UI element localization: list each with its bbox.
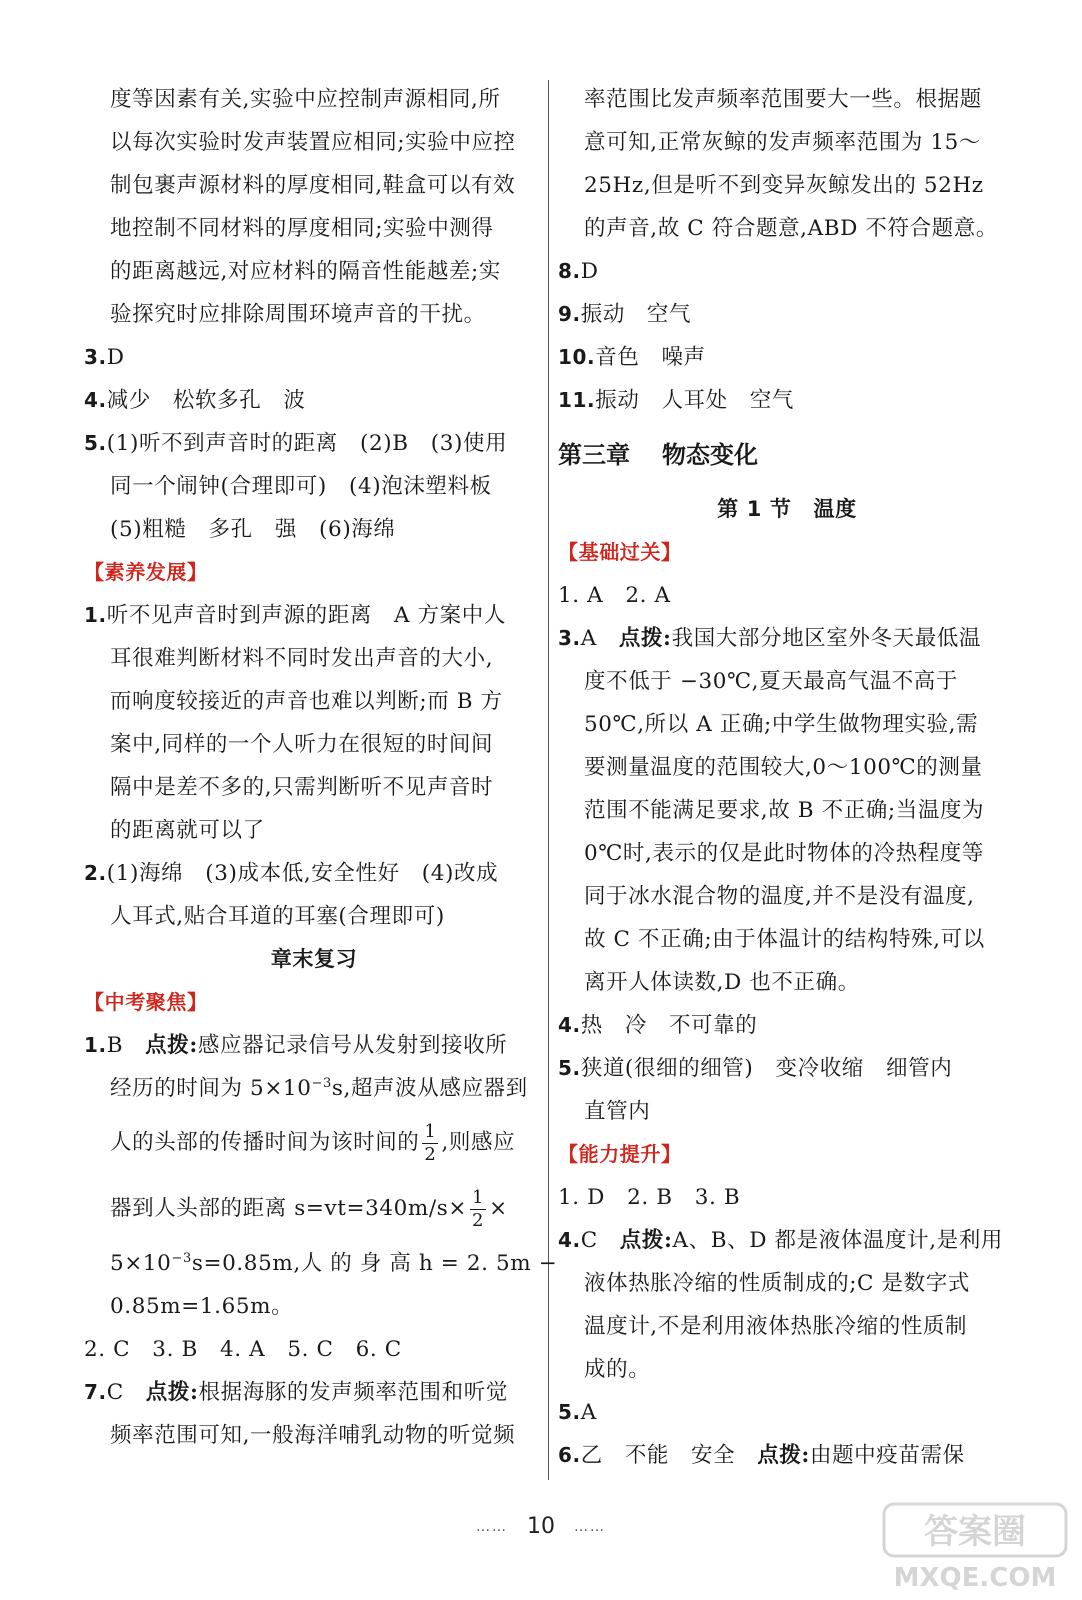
answer-4 [84, 379, 544, 422]
page-number: 10 [527, 1514, 555, 1539]
text-line: 成的。 [584, 1357, 651, 1382]
answer: A [580, 1400, 597, 1425]
text-line: 范围不能满足要求,故 B 不正确;当温度为 [584, 798, 985, 823]
text-line: 故 C 不正确;由于体温计的结构特殊,可以 [584, 927, 985, 952]
hint-label: 点拨: [145, 1380, 199, 1405]
answer-part: 振动 [595, 388, 640, 413]
answer: B [106, 1033, 124, 1058]
question-number: 6. [558, 1443, 581, 1467]
answer: D [580, 259, 599, 284]
answer-9 [558, 293, 1016, 336]
answer: C [580, 1228, 598, 1253]
answers-2-6: 2. C 3. B 4. A 5. C 6. C [84, 1337, 402, 1362]
text-line: 的声音,故 C 符合题意,ABD 不符合题意。 [584, 216, 998, 241]
text-line: 0.85m=1.65m。 [110, 1294, 294, 1319]
text-line: 而响度较接近的声音也难以判断;而 B 方 [110, 689, 503, 714]
answer-text: 由题中疫苗需保 [809, 1443, 965, 1468]
answer-n5 [558, 1391, 1016, 1434]
question-number: 11. [558, 388, 596, 412]
answer-part: 松软多孔 [172, 388, 262, 413]
answer-part: 空气 [646, 302, 692, 327]
answer-text: 听不见声音时到声源的距离 A 方案中人 [106, 603, 506, 628]
text-line: 液体热胀冷缩的性质制成的;C 是数字式 [584, 1271, 970, 1296]
question-number: 5. [84, 431, 107, 455]
question-number: 5. [558, 1400, 581, 1424]
text-line: 意可知,正常灰鲸的发声频率范围为 15～ [584, 130, 982, 155]
question-number: 3. [84, 345, 107, 369]
text-line: (5)粗糙 多孔 强 (6)海绵 [110, 517, 396, 542]
answer-text: A、B、D 都是液体温度计,是利用 [672, 1228, 1003, 1253]
right-column [558, 78, 1016, 1477]
question-number: 9. [558, 302, 581, 326]
question-number: 1. [84, 1033, 107, 1057]
text-line: 要测量温度的范围较大,0～100℃的测量 [584, 755, 983, 780]
answer-11 [558, 379, 1016, 422]
question-number: 8. [558, 259, 581, 283]
answer-j4 [558, 1004, 1016, 1047]
answer-10 [558, 336, 1016, 379]
answer-s1 [84, 594, 544, 637]
fraction: $\frac{1}{2}$ [424, 1120, 437, 1165]
answer-3 [84, 336, 544, 379]
text-line: $5\times 10^{-3}s=0.85m$,人 的 身 高 h = 2. 5m − [110, 1250, 558, 1276]
text-line: 人的头部的传播时间为该时间的 $\frac{1}{2}$ ,则感应 [110, 1120, 516, 1165]
answer-part: 振动 [580, 302, 625, 327]
answer-part: 空气 [749, 388, 794, 413]
watermark-logo [880, 1498, 1070, 1594]
answer-part: 人耳处 [661, 388, 728, 413]
answer: A [580, 626, 597, 651]
tag-zhongkao: 【中考聚焦】 [84, 990, 208, 1014]
footer-dots-right: …… [574, 1519, 606, 1535]
left-column [84, 78, 558, 1457]
answer-text: (1)海绵 (3)成本低,安全性好 (4)改成 [106, 861, 499, 886]
question-number: 10. [558, 345, 596, 369]
answers-1-2: 1. A 2. A [558, 583, 671, 608]
section-tag [558, 1133, 1016, 1176]
answer-z1 [84, 1024, 544, 1067]
answer-part: 冷 [624, 1013, 647, 1038]
text-line: 直管内 [584, 1099, 651, 1124]
answer-part: 热 [580, 1013, 603, 1038]
hint-label: 点拨: [618, 626, 672, 651]
text-line: 率范围比发声频率范围要大一些。根据题 [584, 87, 982, 112]
text-line: 离开人体读数,D 也不正确。 [584, 970, 860, 995]
text-line: 度不低于 −30℃,夏天最高气温不高于 [584, 669, 958, 694]
text-line: 以每次实验时发声装置应相同;实验中应控 [110, 130, 516, 155]
text-line: 隔中是差不多的,只需判断听不见声音时 [110, 775, 494, 800]
text-line: 度等因素有关,实验中应控制声源相同,所 [110, 87, 501, 112]
tag-nengli: 【能力提升】 [558, 1142, 682, 1166]
text-line: 25Hz,但是听不到变异灰鲸发出的 52Hz [584, 173, 984, 198]
text-line: 经历的时间为 $5\times 10^{-3}s$,超声波从感应器到 [110, 1075, 528, 1101]
answer-text: 我国大部分地区室外冬天最低温 [671, 626, 982, 651]
text-line: 同一个闹钟(合理即可) (4)泡沫塑料板 [110, 474, 492, 499]
answer-part: 波 [283, 388, 306, 413]
text-line: 0℃时,表示的仅是此时物体的冷热程度等 [584, 841, 984, 866]
text-line: 的距离越远,对应材料的隔音性能越差;实 [110, 259, 501, 284]
answer-part: 减少 [106, 388, 151, 413]
svg-text:MXQE.COM: MXQE.COM [893, 1563, 1057, 1593]
text-line: 验探究时应排除周围环境声音的干扰。 [110, 302, 486, 327]
section-heading: 第 1 节 温度 [717, 497, 857, 521]
text-line: 温度计,不是利用液体热胀冷缩的性质制 [584, 1314, 968, 1339]
text-line: 频率范围可知,一般海洋哺乳动物的听觉频 [110, 1423, 516, 1448]
hint-label: 点拨: [145, 1033, 198, 1058]
answer: C [106, 1380, 124, 1405]
text-line: 器到人头部的距离 s=vt=340m/s× $\frac{1}{2}$ × [110, 1186, 508, 1231]
text-line: 50℃,所以 A 正确;中学生做物理实验,需 [584, 712, 979, 737]
fraction: $\frac{1}{2}$ [472, 1186, 485, 1231]
text-line: 同于冰水混合物的温度,并不是没有温度, [584, 884, 975, 909]
answer-part: 音色 [595, 345, 640, 370]
answers-1-3: 1. D 2. B 3. B [558, 1185, 741, 1210]
answer-text: 狭道(很细的细管) 变冷收缩 细管内 [580, 1056, 953, 1081]
text-line: 地控制不同材料的厚度相同;实验中测得 [110, 216, 494, 241]
text-line: 的距离就可以了 [110, 818, 265, 843]
text-line: 制包裹声源材料的厚度相同,鞋盒可以有效 [110, 173, 516, 198]
chapter-heading: 第三章 物态变化 [558, 441, 758, 469]
question-number: 5. [558, 1056, 581, 1080]
tag-jichu: 【基础过关】 [558, 540, 682, 564]
text-line: 耳很难判断材料不同时发出声音的大小, [110, 646, 494, 671]
text-line: 人耳式,贴合耳道的耳塞(合理即可) [110, 904, 445, 929]
answer-part: 不可靠的 [668, 1013, 758, 1038]
answer-n4 [558, 1219, 1016, 1262]
question-number: 7. [84, 1380, 107, 1404]
section-tag [558, 531, 1016, 574]
question-number: 4. [84, 388, 107, 412]
answer-8 [558, 250, 1016, 293]
question-number: 3. [558, 626, 581, 650]
answer-part: 不能 [624, 1443, 670, 1468]
answer-part: 乙 [580, 1443, 603, 1468]
tag-suyang: 【素养发展】 [84, 560, 208, 584]
question-number: 2. [84, 861, 107, 885]
answer-text: 根据海豚的发声频率范围和听觉 [198, 1380, 508, 1405]
question-number: 4. [558, 1228, 581, 1252]
answer-text: 感应器记录信号从发射到接收所 [197, 1033, 508, 1058]
answer-z7 [84, 1371, 544, 1414]
answer-part: 噪声 [661, 345, 706, 370]
hint-label: 点拨: [619, 1228, 673, 1253]
question-number: 4. [558, 1013, 581, 1037]
answer-j5 [558, 1047, 1016, 1090]
answer-5 [84, 422, 544, 465]
section-heading: 章末复习 [270, 947, 358, 971]
section-tag [84, 981, 544, 1024]
text-line: 案中,同样的一个人听力在很短的时间间 [110, 732, 494, 757]
hint-label: 点拨: [757, 1443, 810, 1468]
answer-j3 [558, 617, 1016, 660]
answer-s2 [84, 852, 544, 895]
section-tag [84, 551, 544, 594]
question-number: 1. [84, 603, 107, 627]
answer-part: 安全 [691, 1443, 736, 1468]
answer-text: (1)听不到声音时的距离 (2)B (3)使用 [106, 431, 508, 456]
answer-n6 [558, 1434, 1016, 1477]
answer: D [106, 345, 125, 370]
footer-dots-left: …… [476, 1519, 508, 1535]
svg-text:答案圈: 答案圈 [924, 1512, 1026, 1552]
